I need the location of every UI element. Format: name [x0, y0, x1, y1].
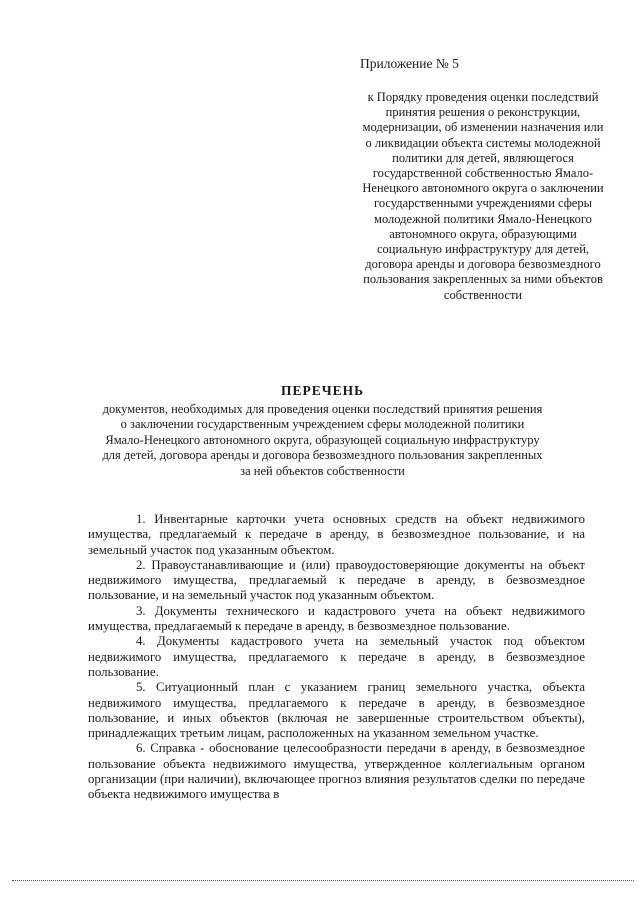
- heading-title: ПЕРЕЧЕНЬ: [280, 383, 365, 398]
- list-item-4: 4. Документы кадастрового учета на земельный участок под объектом недвижимого имущества, предлагаемого к передаче в аренду, в безвозмездное пользование.: [88, 634, 585, 679]
- appendix-reference: к Порядку проведения оценки последствий принятия решения о реконструкции, модернизации, об изменении назначения или о ликвидации объекта системы молодежной политики для детей, являющегося государственной собственностью Ямало-Ненецкого автономного округа о заключении государственными учреждениями сферы молодежной политики Ямало-Ненецкого автономного округа, образующими социальную инфраструктуру для детей, договора аренды и договора безвозмездного пользования закрепленных за ними объектов собственности: [362, 90, 604, 302]
- list-item-1: 1. Инвентарные карточки учета основных средств на объект недвижимого имущества, предлагаемый к передаче в аренду, в безвозмездное пользование, и на земельный участок под указанным объектом.: [88, 512, 585, 557]
- list-item-2: 2. Правоустанавливающие и (или) правоудостоверяющие документы на объект недвижимого имущества, предлагаемый к передаче в аренду, в безвозмездное пользование, и на земельный участок под указанным объектом.: [88, 557, 585, 603]
- list-item-5: 5. Ситуационный план с указанием границ земельного участка, объекта недвижимого имущества, предлагаемого к передаче в аренду, в безвозмездное пользование, и иных объектов (включая не завершенные строительством объекты), принадлежащих третьим лицам, расположенных на указанном земельном участке.: [88, 680, 585, 741]
- document-heading: [100, 383, 545, 479]
- list-item-6: 6. Справка - обоснование целесообразности передачи в аренду, в безвозмездное пользование объекта недвижимого имущества, утвержденное коллегиальным органом организации (при наличии), включающее прогноз влияния результатов сделки по передаче объекта недвижимого имущества в: [88, 741, 585, 802]
- document-list: [88, 512, 585, 803]
- list-item-3: 3. Документы технического и кадастрового учета на объект недвижимого имущества, предлагаемый к передаче в аренду, в безвозмездное пользование.: [88, 603, 585, 634]
- heading-subtitle: документов, необходимых для проведения оценки последствий принятия решения о заключении государственным учреждением сферы молодежной политики Ямало-Ненецкого автономного округа, образующей социальную инфраструктуру для детей, договора аренды и договора безвозмездного пользования закрепленных за ней объектов собственности: [102, 402, 543, 478]
- appendix-title: Приложение № 5: [360, 56, 459, 71]
- page-bottom-divider: [12, 880, 634, 881]
- appendix-block: [358, 56, 608, 303]
